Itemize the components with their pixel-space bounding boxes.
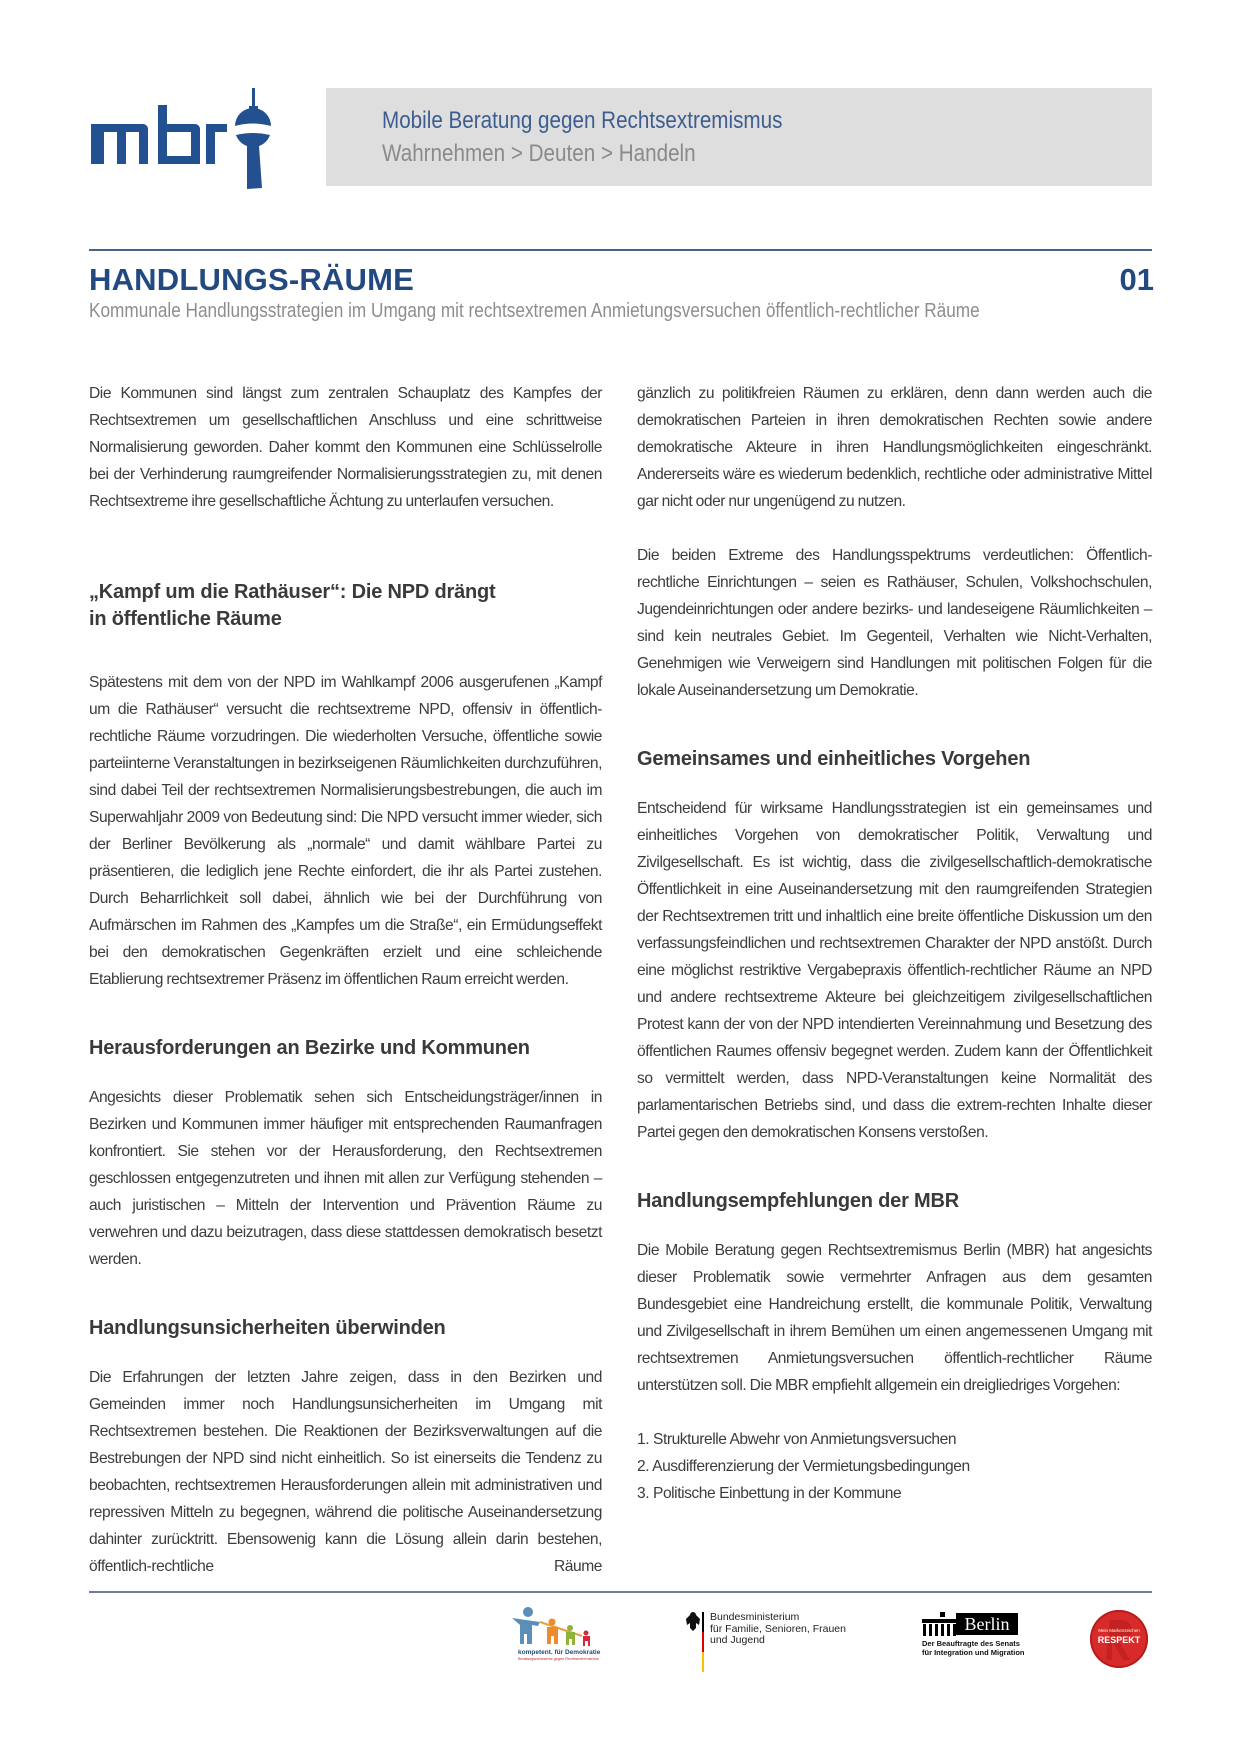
section-body: Entscheidend für wirksame Handlungsstrategien ist ein gemeinsames und einheitliches Vorgehen von demokratischer Politik, Verwaltung und Zivilgesellschaft. Es ist wichtig, dass die zivilgesellschaftlich-demokratische Öffentlichkeit in eine Auseinandersetzung mit den raumgreifenden Strategien der Rechtsextremen tritt und inhaltlich eine breite öffentliche Diskussion um den verfassungsfeindlichen und rechtsextremen Charakter der NPD anstößt. Durch eine möglichst restriktive Vergabepraxis öffentlich-rechtlicher Räume an NPD und andere rechtsextreme Akteure bei gleichzeitigem zivilgesellschaftlichen Protest kann der von der NPD intendierten Vereinnahmung und Besetzung des öffentlichen Raumes offensiv begegnet werden. Zudem kann der Öffentlichkeit so vermittelt werden, dass NPD-Veranstaltungen keine Normalität des parlamentarischen Betriebs sind, und dass die extrem-rechten Inhalte dieser Partei gegen den demokratischen Konsens verstoßen. — [637, 800, 1152, 1141]
section-heading: Handlungsempfehlungen der MBR — [637, 1190, 959, 1212]
section-heading: Herausforderungen an Bezirke und Kommunen — [89, 1037, 530, 1059]
bmfsfj-logo — [683, 1612, 858, 1672]
berlin-wordmark — [922, 1612, 1018, 1636]
footer-divider — [89, 1591, 1152, 1593]
intro-paragraph: Die Kommunen sind längst zum zentralen Schauplatz des Kampfes der Rechtsextremen um gesellschaftlichen Anschluss und eine schrittweise Normalisierung geworden. Daher kommt den Kommunen eine Schlüsselrolle bei der Verhinderung raumgreifender Normalisierungsstrategien zu, mit denen Rechtsextreme ihre gesellschaftliche Ächtung zu unterlaufen versuchen. — [89, 385, 602, 510]
respekt-logo — [1090, 1610, 1148, 1668]
bmfsfj-line: für Familie, Senioren, Frauen — [710, 1622, 846, 1635]
berlin-line: Der Beauftragte des Senats — [922, 1639, 1020, 1648]
people-chain-icon — [508, 1606, 608, 1650]
header-banner — [326, 88, 1152, 186]
mbr-logo — [89, 86, 279, 190]
org-name: Mobile Beratung gegen Rechtsextremismus — [382, 107, 783, 134]
list-item: 1. Strukturelle Abwehr von Anmietungsversuchen — [637, 1431, 957, 1448]
page-number: 01 — [1119, 262, 1154, 297]
section-heading — [89, 579, 602, 633]
heading-line: in öffentliche Räume — [89, 608, 282, 630]
right-column — [637, 380, 1152, 1507]
federal-eagle-icon — [683, 1612, 705, 1672]
list-item: 3. Politische Einbettung in der Kommune — [637, 1485, 902, 1502]
left-column — [89, 380, 602, 1580]
top-divider — [89, 249, 1152, 251]
brandenburg-gate-icon — [922, 1612, 956, 1636]
respekt-word: RESPEKT — [1097, 1635, 1141, 1645]
section-body: Die Erfahrungen der letzten Jahre zeigen, dass in den Bezirken und Gemeinden immer noch Handlungsunsicherheiten im Umgang mit Rechtsextremen bestehen. Die Reaktionen der Bezirksverwaltungen auf die Bestrebungen der NPD sind nicht einheitlich. So ist einerseits die Tendenz zu beobachten, rechtsextremen Herausforderungen allein mit administrativen und repressiven Mitteln zu begegnen, während die politische Auseinandersetzung dahinter zurücktritt. Ebensowenig kann die Lösung allein darin bestehen, öffentlich-rechtliche Räume — [89, 1369, 602, 1575]
section-heading: Gemeinsames und einheitliches Vorgehen — [637, 748, 1031, 770]
bmfsfj-line: Bundesministerium — [710, 1611, 800, 1623]
page-title: HANDLUNGS-RÄUME — [89, 262, 415, 297]
kompetent-label: kompetent. für Demokratie — [518, 1649, 601, 1656]
kompetent-fuer-demokratie-logo — [508, 1606, 608, 1666]
berlin-word: Berlin — [956, 1613, 1018, 1635]
bmfsfj-line: und Jugend — [710, 1634, 765, 1646]
berlin-line: für Integration und Migration — [922, 1648, 1025, 1657]
list-item: 2. Ausdifferenzierung der Vermietungsbedingungen — [637, 1458, 970, 1475]
respekt-tagline: Mein Markenzeichen — [1098, 1628, 1140, 1633]
heading-line: „Kampf um die Rathäuser“: Die NPD drängt — [89, 581, 496, 603]
tagline: Wahrnehmen > Deuten > Handeln — [382, 140, 696, 167]
section-body: Angesichts dieser Problematik sehen sich Entscheidungsträger/innen in Bezirken und Kommunen immer häufiger mit entsprechenden Raumanfragen konfrontiert. Sie stehen vor der Herausforderung, den Rechtsextremen geschlossen entgegenzutreten und ihnen mit allen zur Verfügung stehenden – auch juristischen – Mitteln der Intervention und Prävention Räume zu verwehren und dazu beizutragen, dass diese stattdessen demokratisch besetzt werden. — [89, 1089, 602, 1268]
mbr-tv-tower-logo-icon — [89, 86, 279, 190]
steps-list — [637, 1426, 1152, 1507]
bmfsfj-text — [710, 1612, 846, 1647]
berlin-subtitle — [922, 1639, 1025, 1657]
berlin-senate-logo — [922, 1612, 1025, 1662]
kompetent-subtitle: Beratungsnetzwerke gegen Rechtsextremismus — [518, 1657, 599, 1661]
continuation-paragraph: gänzlich zu politikfreien Räumen zu erklären, denn dann werden auch die demokratischen Parteien in ihren demokratischen Rechten sowie andere demokratische Akteure in ihren Handlungsmöglichkeiten eingeschränkt. Andererseits wäre es wiederum bedenklich, rechtliche oder administrative Mittel gar nicht oder nur ungenügend zu nutzen. — [637, 385, 1152, 510]
page-subtitle: Kommunale Handlungsstrategien im Umgang mit rechtsextremen Anmietungsversuchen öffentlich-rechtlicher Räume — [89, 300, 980, 322]
section-body: Die Mobile Beratung gegen Rechtsextremismus Berlin (MBR) hat angesichts dieser Problematik sowie vermehrter Anfragen aus dem gesamten Bundesgebiet eine Handreichung erstellt, die kommunale Politik, Verwaltung und Zivilgesellschaft in ihrem Bemühen um einen angemessenen Umgang mit rechtsextremen Anmietungsversuchen öffentlich-rechtlicher Räume unterstützen soll. Die MBR empfiehlt allgemein ein dreigliedriges Vorgehen: — [637, 1242, 1152, 1394]
section-heading: Handlungsunsicherheiten überwinden — [89, 1317, 446, 1339]
extremes-paragraph: Die beiden Extreme des Handlungsspektrums verdeutlichen: Öffentlich-rechtliche Einrichtungen – seien es Rathäuser, Schulen, Volkshochschulen, Jugendeinrichtungen oder andere bezirks- und landeseigene Räumlichkeiten – sind kein neutrales Gebiet. Im Gegenteil, Verhalten wie Nicht-Verhalten, Genehmigen wie Verweigern sind Handlungen mit politischen Folgen für die lokale Auseinandersetzung um Demokratie. — [637, 547, 1152, 699]
section-body: Spätestens mit dem von der NPD im Wahlkampf 2006 ausgerufenen „Kampf um die Rathäuser“ versucht die rechtsextreme NPD, offensiv in öffentlich-rechtliche Räume vorzudringen. Die wiederholten Versuche, öffentliche sowie parteiinterne Veranstaltungen in bezirkseigenen Räumlichkeiten durchzuführen, sind dabei Teil der rechtsextremen Normalisierungsbestrebungen, die auch im Superwahljahr 2009 von Bedeutung sind: Die NPD versucht immer wieder, sich der Berliner Bevölkerung als „normale“ und damit wählbare Partei zu präsentieren, die lediglich jene Rechte einfordert, die ihr als Partei zustehen. Durch Beharrlichkeit soll dabei, ähnlich wie bei der Durchführung von Aufmärschen im Rahmen des „Kampfes um die Straße“, ein Ermüdungseffekt bei den demokratischen Gegenkräften erzielt und eine schleichende Etablierung rechtsextremer Präsenz im öffentlichen Raum erreicht werden. — [89, 674, 602, 988]
